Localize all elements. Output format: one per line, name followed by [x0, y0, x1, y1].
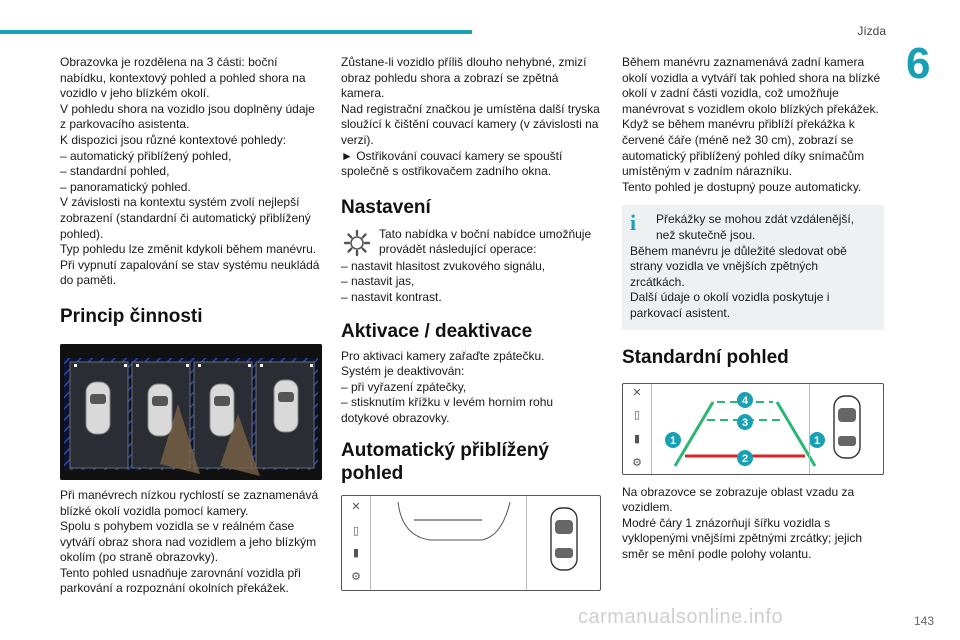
info-text: Překážky se mohou zdát vzdálenější, než skutečně jsou.: [656, 212, 855, 242]
gear-icon: [341, 227, 373, 259]
watermark: carmanualsonline.info: [578, 606, 784, 628]
list-item: – standardní pohled,: [60, 164, 170, 179]
paragraph: Pro aktivaci kamery zařaďte zpátečku.: [341, 348, 545, 363]
marker-label: 4: [741, 394, 749, 407]
paragraph: Na obrazovce se zobrazuje oblast vzadu za vozidlem.: [622, 484, 855, 515]
paragraph: V pohledu shora na vozidlo jsou doplněny údaje z parkovacího asistenta.: [60, 101, 315, 132]
marker-label: 3: [741, 416, 749, 429]
paragraph: K dispozici jsou různé kontextové pohledy:: [60, 132, 287, 147]
column-1: [60, 55, 322, 597]
sensor-icon: ▯: [633, 408, 641, 421]
paragraph: Nad registrační značkou je umístěna další tryska sloužící k čištění couvací kamery (v závislosti na verzi).: [341, 101, 600, 147]
column-3: [622, 55, 884, 562]
info-icon: i: [630, 212, 637, 236]
car-top-view-icon: [810, 384, 883, 474]
paragraph: Modré čáry 1 znázorňují šířku vozidla s vyklopenými vnějšími zpětnými zrcátky; jejich směr se mění podle polohy volantu.: [622, 515, 863, 561]
guide-marker-2: [737, 450, 753, 466]
list-item: – nastavit kontrast.: [341, 289, 442, 304]
info-text: Další údaje o okolí vozidla poskytuje i parkovací asistent.: [630, 290, 830, 320]
parking-illustration: [60, 344, 322, 480]
list-item: – nastavit jas,: [341, 274, 415, 289]
list-item: – automatický přiblížený pohled,: [60, 148, 232, 163]
paragraph: Při vypnutí zapalování se stav systému neukládá do paměti.: [60, 257, 320, 288]
lock-icon: ▮: [352, 546, 360, 559]
page-number: 143: [913, 614, 934, 628]
paragraph: V závislosti na kontextu systém zvolí nejlepší zobrazení (standardní či automatický přiblížený pohled).: [60, 195, 311, 241]
settings-text: Tato nabídka v boční nabídce umožňuje provádět následující operace:: [379, 226, 592, 257]
paragraph: Když se během manévru přiblíží překážka k červené čáře (méně než 30 cm), zobrazí se automatický přiblížený pohled díky snímačům umístěným v zadním nárazníku.: [622, 117, 865, 179]
heading-principle: Princip činnosti: [60, 305, 203, 327]
heading-standard-view: Standardní pohled: [622, 346, 789, 368]
paragraph: Typ pohledu lze změnit kdykoli během manévru.: [60, 242, 317, 257]
standard-view-screen: [622, 383, 884, 475]
paragraph: Při manévrech nízkou rychlostí se zaznamenává blízké okolí vozidla pomocí kamery.: [60, 487, 319, 518]
info-text: Během manévru je důležité sledovat obě strany vozidla ve vnějších zpětných zrcátkách.: [630, 243, 847, 289]
screen-top-view: [809, 384, 883, 474]
guide-marker-3: [737, 414, 753, 430]
auto-zoom-screen: [341, 495, 601, 591]
info-note: [622, 205, 884, 329]
paragraph: Tento pohled je dostupný pouze automaticky.: [622, 179, 862, 194]
paragraph: Obrazovka je rozdělena na 3 části: boční nabídku, kontextový pohled a pohled shora na vozidlo v jeho blízkém okolí.: [60, 55, 306, 101]
top-accent-bar: [0, 30, 472, 34]
heading-activation: Aktivace / deaktivace: [341, 320, 533, 342]
screen-side-menu: [623, 384, 652, 474]
chapter-number: 6: [906, 39, 931, 88]
marker-label: 1: [813, 434, 821, 447]
screen-top-view: [526, 496, 600, 590]
close-icon: ✕: [632, 386, 642, 399]
car-top-view-icon: [527, 496, 600, 590]
settings-block: [341, 227, 603, 259]
list-item: – panoramatický pohled.: [60, 179, 191, 194]
heading-settings: Nastavení: [341, 196, 431, 218]
list-item: – nastavit hlasitost zvukového signálu,: [341, 258, 546, 273]
paragraph: Spolu s pohybem vozidla se v reálném čase vytváří obraz shora nad vozidlem a jeho blízkým okolím (po straně obrazovky).: [60, 519, 317, 565]
list-item: – stisknutím křížku v levém horním rohu dotykové obrazovky.: [341, 395, 554, 425]
paragraph: ► Ostřikování couvací kamery se spouští společně s ostřikovačem zadního okna.: [341, 148, 563, 179]
marker-label: 1: [669, 434, 677, 447]
guide-marker-4: [737, 392, 753, 408]
settings-icon: ⚙: [351, 570, 361, 583]
heading-auto-zoom: Automatický přiblížený pohled: [341, 439, 549, 484]
section-label: Jízda: [857, 24, 886, 38]
paragraph: Tento pohled usnadňuje zarovnání vozidla při parkování a rozpoznání okolních překážek.: [60, 565, 301, 596]
paragraph: Zůstane-li vozidlo příliš dlouho nehybné, zmizí obraz pohledu shora a zobrazí se zpětná kamera.: [341, 55, 587, 101]
paragraph: Systém je deaktivován:: [341, 364, 465, 379]
settings-icon: ⚙: [632, 456, 642, 469]
sensor-icon: ▯: [352, 524, 360, 537]
list-item: – při vyřazení zpátečky,: [341, 379, 467, 394]
lock-icon: ▮: [633, 432, 641, 445]
top-view-camera-illustration: [60, 344, 322, 480]
paragraph: Během manévru zaznamenává zadní kamera okolí vozidla a vytváří tak pohled shora na blízké okolí v zadní části vozidla, což umožňuje manévrovat s vozidlem okolo blízkých překážek.: [622, 55, 881, 116]
guide-marker-1-left: [665, 432, 681, 448]
close-icon: ✕: [351, 500, 361, 513]
marker-label: 2: [741, 452, 749, 465]
column-2: [341, 55, 603, 591]
